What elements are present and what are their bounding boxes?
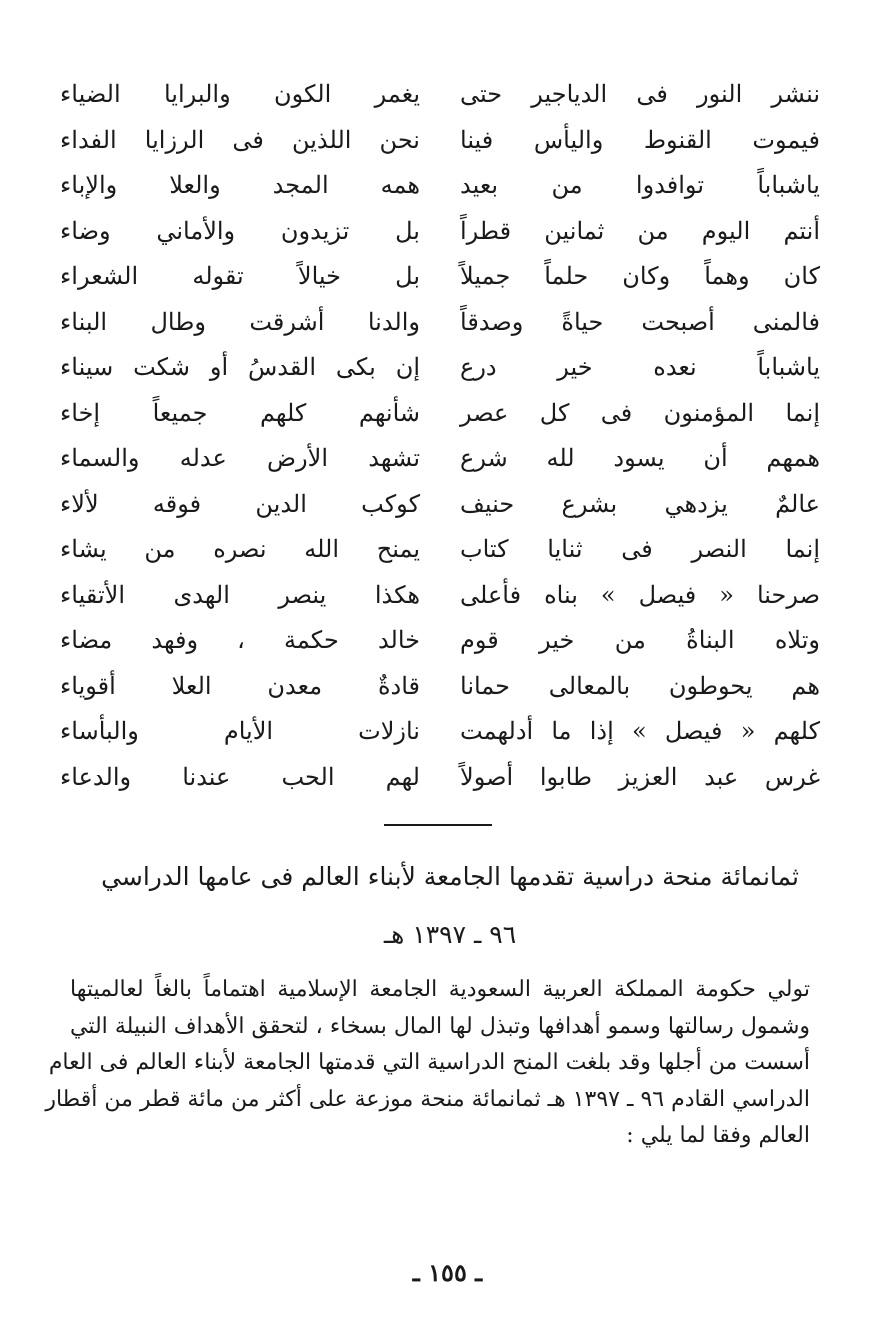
verse: كان وهماً وكان حلماً جميلاً bbox=[460, 262, 820, 290]
paragraph-line: تولي حكومة المملكة العربية السعودية الجامعة الإسلامية اهتماماً بالغاً لعالميتها bbox=[70, 977, 810, 1002]
verse: همهم أن يسود لله شرع bbox=[460, 444, 820, 472]
verse: لهم الحب عندنا والدعاء bbox=[60, 762, 420, 791]
verse: فيموت القنوط واليأس فينا bbox=[460, 125, 820, 154]
poem bbox=[60, 72, 820, 812]
paragraph-line: أسست من أجلها وقد بلغت المنح الدراسية التي قدمتها الجامعة لأبناء العالم فى العام bbox=[48, 1050, 810, 1076]
verse: هكذا ينصر الهدى الأتقياء bbox=[60, 580, 420, 609]
verse: بل تزيدون والأماني وضاء bbox=[60, 216, 420, 245]
verse: والدنا أشرقت وطال البناء bbox=[60, 307, 420, 336]
page-number: ـ ١٥٥ ـ bbox=[412, 1258, 483, 1287]
verse: صرحنا « فيصل » بناه فأعلى bbox=[460, 580, 820, 609]
verse: قادةٌ معدن العلا أقوياء bbox=[60, 671, 420, 700]
verse: إنما المؤمنون فى كل عصر bbox=[460, 398, 820, 427]
verse: كوكب الدين فوقه لألاء bbox=[60, 489, 420, 518]
verse: ننشر النور فى الدياجير حتى bbox=[460, 80, 820, 108]
verse: بل خيالاً تقوله الشعراء bbox=[60, 262, 420, 290]
verse: وتلاه البناةُ من خير قوم bbox=[460, 626, 820, 654]
body-paragraph bbox=[45, 972, 810, 1155]
poem-right-column bbox=[460, 72, 820, 800]
verse: إن بكى القدسُ أو شكت سيناء bbox=[60, 353, 420, 381]
verse: همه المجد والعلا والإباء bbox=[60, 171, 420, 199]
section-title: ثمانمائة منحة دراسية تقدمها الجامعة لأبناء العالم فى عامها الدراسي bbox=[101, 862, 799, 891]
verse: تشهد الأرض عدله والسماء bbox=[60, 444, 420, 472]
verse: كلهم « فيصل » إذا ما أدلهمت bbox=[460, 717, 820, 745]
section-divider bbox=[384, 824, 492, 826]
verse: خالد حكمة ، وفهد مضاء bbox=[60, 626, 420, 654]
paragraph-line: العالم وفقا لما يلي : bbox=[626, 1123, 810, 1149]
verse: إنما النصر فى ثنايا كتاب bbox=[460, 535, 820, 563]
verse: أنتم اليوم من ثمانين قطراً bbox=[460, 216, 820, 245]
verse: نحن اللذين فى الرزايا الفداء bbox=[60, 125, 420, 154]
verse: هم يحوطون بالمعالى حمانا bbox=[460, 671, 820, 700]
verse: يغمر الكون والبرايا الضياء bbox=[60, 80, 420, 108]
verse: يمنح الله نصره من يشاء bbox=[60, 535, 420, 563]
paragraph-line: الدراسي القادم ٩٦ ـ ١٣٩٧ هـ ثمانمائة منحة موزعة على أكثر من مائة قطر من أقطار bbox=[45, 1086, 810, 1112]
paragraph-line: وشمول رسالتها وسمو أهدافها وتبذل لها المال بسخاء ، لتحقق الأهداف النبيلة التي bbox=[70, 1013, 810, 1039]
verse: شأنهم كلهم جميعاً إخاء bbox=[60, 398, 420, 427]
verse: عالمٌ يزدهي بشرع حنيف bbox=[460, 489, 820, 518]
verse: غرس عبد العزيز طابوا أصولاً bbox=[460, 762, 820, 791]
verse: ياشباباً توافدوا من بعيد bbox=[460, 171, 820, 199]
section-subtitle: ٩٦ ـ ١٣٩٧ هـ bbox=[383, 920, 517, 949]
verse: نازلات الأيام والبأساء bbox=[60, 717, 420, 745]
poem-left-column bbox=[60, 72, 420, 800]
verse: ياشباباً نعده خير درع bbox=[460, 353, 820, 381]
verse: فالمنى أصبحت حياةً وصدقاً bbox=[460, 307, 820, 336]
